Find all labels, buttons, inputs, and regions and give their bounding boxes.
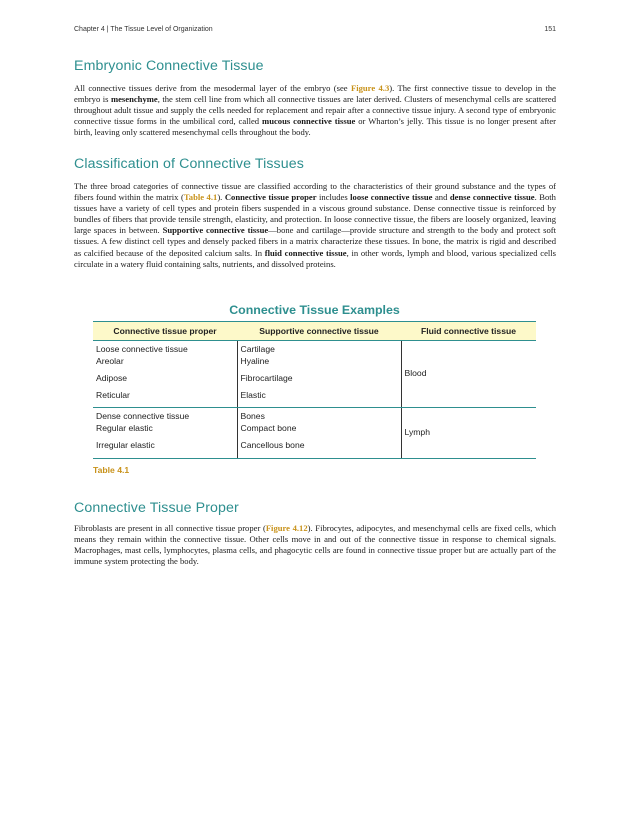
cell-line: Cartilage (240, 344, 275, 354)
term-mesenchyme: mesenchyme (110, 94, 158, 105)
text-run: Fibroblasts are present in all connective tissue proper ( (74, 523, 266, 533)
table-cell-supportive (237, 408, 401, 459)
table-cell-proper (93, 408, 237, 459)
column-header-fluid: Fluid connective tissue (401, 322, 536, 341)
cell-line: Dense connective tissue (96, 411, 190, 421)
table-row (93, 408, 536, 459)
figure-4-3-link[interactable]: Figure 4.3 (350, 83, 390, 93)
cell-line: Elastic (240, 390, 266, 401)
paragraph-connective-tissue-proper (74, 523, 556, 567)
cell-line: Areolar (96, 355, 124, 366)
table-cell-supportive (237, 341, 401, 408)
cell-line: Regular elastic (96, 422, 153, 433)
term-supportive-connective-tissue: Supportive connective tissue (162, 225, 269, 236)
table-title: Connective Tissue Examples (229, 303, 400, 317)
text-run: The three broad categories of connective tissue are classified according to the characteristics of their ground substance and the types of fibers found within the matrix ( (74, 181, 556, 203)
term-loose-connective-tissue: loose connective tissue (350, 192, 433, 203)
cell-line: Fibrocartilage (240, 373, 293, 384)
paragraph-classification (74, 181, 556, 270)
text-run: , in other words, lymph and blood, various specialized cells circulate in a watery fluid containing salts, nutrients, and dissolved proteins. (74, 247, 557, 269)
term-dense-connective-tissue: dense connective tissue (449, 192, 535, 203)
page-number: 151 (544, 26, 556, 33)
column-header-proper: Connective tissue proper (93, 322, 237, 341)
cell-line: Bones (240, 411, 265, 421)
chapter-label: Chapter 4 | The Tissue Level of Organization (74, 26, 213, 33)
cell-line: Reticular (96, 390, 130, 401)
heading-classification: Classification of Connective Tissues (74, 156, 304, 172)
table-4-1-link[interactable]: Table 4.1 (183, 192, 218, 203)
text-run: ). (217, 192, 225, 203)
cell-line: Irregular elastic (96, 440, 155, 451)
paragraph-embryonic (74, 83, 556, 138)
table-header-row (93, 322, 536, 341)
cell-line: Hyaline (240, 355, 270, 366)
table-cell-fluid: Lymph (401, 408, 536, 459)
text-run: All connective tissues derive from the mesodermal layer of the embryo (see (74, 83, 351, 93)
text-run: ). Fibrocytes, adipocytes, and mesenchymal cells are fixed cells, which means they remain within the connective tissue. Other cells move in and out of the connective tissue in response to chemical signals. Macrophages, mast cells, lymphocytes, plasma cells, and phagocytic cells are found in connective tissue proper but are actually part of the immune system protecting the body. (74, 523, 556, 567)
text-run: or Wharton’s jelly. This tissue is no longer present after birth, leaving only scattered mesenchymal cells throughout the body. (74, 116, 556, 138)
column-header-supportive: Supportive connective tissue (237, 322, 401, 341)
connective-tissue-table (93, 321, 536, 459)
cell-line: Cancellous bone (240, 440, 305, 451)
term-fluid-connective-tissue: fluid connective tissue (264, 247, 347, 258)
table-cell-proper (93, 341, 237, 408)
cell-line: Loose connective tissue (96, 344, 188, 354)
cell-line: Compact bone (240, 422, 297, 433)
text-run: ). The first connective tissue to develop in the embryo is (74, 83, 556, 105)
table-caption: Table 4.1 (93, 465, 130, 475)
text-run: includes (316, 192, 351, 203)
term-mucous-connective-tissue: mucous connective tissue (262, 116, 356, 127)
heading-connective-tissue-proper: Connective Tissue Proper (74, 500, 239, 516)
term-connective-tissue-proper: Connective tissue proper (224, 192, 317, 203)
table-row (93, 341, 536, 408)
heading-embryonic-connective-tissue: Embryonic Connective Tissue (74, 58, 264, 74)
text-run: . Both tissues have a variety of cell types and protein fibers suspended in a viscous ground substance. Dense connective tissue is reinforced by bundles of fibers that provide tensile strength, elasticity, and protection. In loose connective tissue, the fibers are loosely organized, leaving large spaces in between. (74, 192, 556, 236)
text-run: and (432, 192, 450, 203)
cell-line: Adipose (96, 373, 128, 384)
text-run: —bone and cartilage—provide structure and strength to the body and protect soft tissues. A few distinct cell types and densely packed fibers in a matrix characterize these tissues. In bone, the matrix is rigid and described as calcified because of the deposited calcium salts. In (74, 225, 557, 258)
table-cell-fluid: Blood (401, 341, 536, 408)
text-run: , the stem cell line from which all connective tissues are later derived. Clusters of mesenchymal cells are scattered throughout adult tissue and supply the cells needed for replacement and repair after a connective tissue injury. A second type of embryonic connective tissue forms in the umbilical cord, called (74, 94, 556, 127)
figure-4-12-link[interactable]: Figure 4.12 (265, 523, 308, 533)
